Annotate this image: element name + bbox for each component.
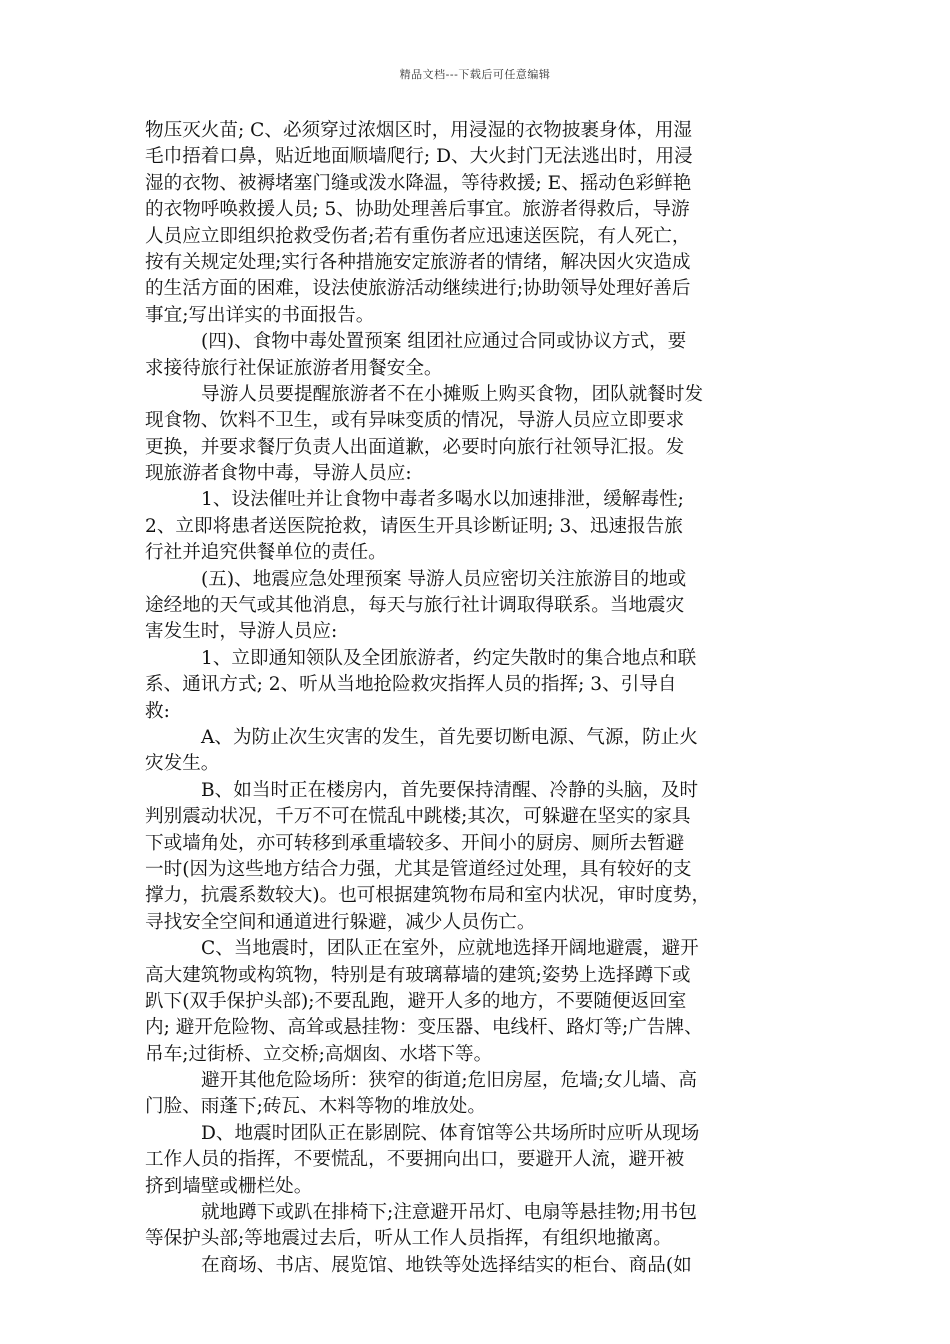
- text-line: 工作人员的指挥，不要慌乱，不要拥向出口，要避开人流，避开被: [145, 1149, 685, 1171]
- text-line: 途经地的天气或其他消息，每天与旅行社计调取得联系。当地震灾: [145, 595, 685, 617]
- text-line: 一时(因为这些地方结合力强，尤其是管道经过处理，具有较好的支: [145, 858, 692, 880]
- page-header: 精品文档---下载后可任意编辑: [399, 68, 551, 81]
- text-line: 判别震动状况，千万不可在慌乱中跳楼;其次，可躲避在坚实的家具: [145, 806, 691, 828]
- text-line: 的衣物呼唤救援人员; 5、协助处理善后事宜。旅游者得救后，导游: [145, 199, 690, 221]
- text-line: 挤到墙壁或栅栏处。: [145, 1175, 313, 1197]
- text-line: 现食物、饮料不卫生，或有异味变质的情况，导游人员应立即要求: [145, 410, 685, 432]
- text-line: (五)、地震应急处理预案 导游人员应密切关注旅游目的地或: [201, 568, 687, 590]
- text-line: 撑力，抗震系数较大)。也可根据建筑物布局和室内状况，审时度势，: [145, 885, 711, 907]
- text-line: B、如当时正在楼房内，首先要保持清醒、冷静的头脑，及时: [201, 779, 699, 801]
- text-line: 求接待旅行社保证旅游者用餐安全。: [145, 357, 443, 379]
- text-line: 下或墙角处，亦可转移到承重墙较多、开间小的厨房、厕所去暂避: [145, 832, 685, 854]
- text-line: 趴下(双手保护头部);不要乱跑，避开人多的地方，不要随便返回室: [145, 990, 687, 1012]
- text-line: (四)、食物中毒处置预案 组团社应通过合同或协议方式，要: [201, 331, 687, 353]
- text-line: 门脸、雨蓬下;砖瓦、木料等物的堆放处。: [145, 1096, 486, 1118]
- text-line: 人员应立即组织抢救受伤者;若有重伤者应迅速送医院，有人死亡，: [145, 225, 691, 247]
- text-line: 事宜;写出详实的书面报告。: [145, 304, 375, 326]
- text-line: 行社并追究供餐单位的责任。: [145, 542, 387, 564]
- text-line: 高大建筑物或构筑物，特别是有玻璃幕墙的建筑;姿势上选择蹲下或: [145, 964, 691, 986]
- text-line: 1、设法催吐并让食物中毒者多喝水以加速排泄，缓解毒性;: [201, 489, 684, 511]
- text-line: 导游人员要提醒旅游者不在小摊贩上购买食物，团队就餐时发: [201, 383, 704, 405]
- text-line: 系、通讯方式; 2、听从当地抢险救灾指挥人员的指挥; 3、引导自: [145, 674, 677, 696]
- text-line: 等保护头部;等地震过去后，听从工作人员指挥，有组织地撤离。: [145, 1228, 672, 1250]
- text-line: 内; 避开危险物、高耸或悬挂物：变压器、电线杆、路灯等;广告牌、: [145, 1017, 703, 1039]
- text-line: 湿的衣物、被褥堵塞门缝或泼水降温，等待救援; E、摇动色彩鲜艳: [145, 172, 692, 194]
- text-line: 灾发生。: [145, 753, 220, 775]
- text-line: 现旅游者食物中毒，导游人员应:: [145, 463, 412, 485]
- text-line: 2、立即将患者送医院抢救，请医生开具诊断证明; 3、迅速报告旅: [145, 515, 683, 537]
- text-line: 按有关规定处理;实行各种措施安定旅游者的情绪，解决因火灾造成: [145, 251, 691, 273]
- text-line: C、当地震时，团队正在室外，应就地选择开阔地避震，避开: [201, 938, 699, 960]
- text-line: 就地蹲下或趴在排椅下;注意避开吊灯、电扇等悬挂物;用书包: [201, 1202, 697, 1224]
- text-line: 物压灭火苗; C、必须穿过浓烟区时，用浸湿的衣物披裹身体，用湿: [145, 120, 693, 141]
- text-line: A、为防止次生灾害的发生，首先要切断电源、气源，防止火: [201, 726, 698, 748]
- text-line: 救:: [145, 700, 170, 722]
- text-line: 毛巾捂着口鼻，贴近地面顺墙爬行; D、大火封门无法逃出时，用浸: [145, 146, 693, 168]
- text-line: D、地震时团队正在影剧院、体育馆等公共场所时应听从现场: [201, 1122, 700, 1144]
- text-line: 避开其他危险场所：狭窄的街道;危旧房屋，危墙;女儿墙、高: [201, 1070, 697, 1092]
- document-body: [145, 118, 805, 1279]
- text-line: 寻找安全空间和通道进行躲避，减少人员伤亡。: [145, 911, 536, 933]
- text-line: 更换，并要求餐厅负责人出面道歉，必要时向旅行社领导汇报。发: [145, 436, 685, 458]
- text-line: 吊车;过街桥、立交桥;高烟囱、水塔下等。: [145, 1043, 493, 1065]
- text-line: 害发生时，导游人员应:: [145, 621, 338, 643]
- text-line: 在商场、书店、展览馆、地铁等处选择结实的柜台、商品(如: [201, 1254, 692, 1276]
- text-line: 的生活方面的困难，设法使旅游活动继续进行;协助领导处理好善后: [145, 278, 691, 300]
- text-line: 1、立即通知领队及全团旅游者，约定失散时的集合地点和联: [201, 647, 697, 669]
